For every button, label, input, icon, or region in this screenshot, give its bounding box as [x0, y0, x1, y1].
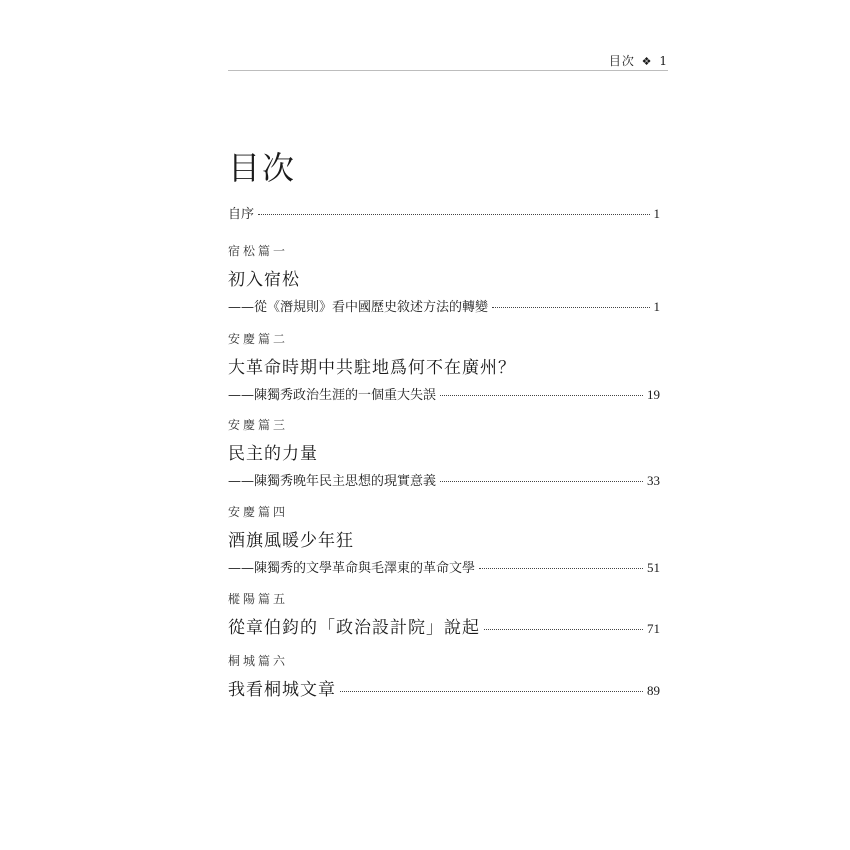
section-title: 初入宿松 [228, 270, 300, 290]
running-head-page-number: 1 [659, 54, 668, 68]
toc-entry-title: 自序 [228, 207, 255, 222]
toc-entry-section-2 [228, 330, 660, 403]
toc-page-number: 51 [647, 560, 660, 575]
section-label: 安慶篇二 [228, 332, 289, 346]
toc-page-number: 71 [647, 621, 660, 636]
section-title: 民主的力量 [228, 444, 318, 464]
section-title: 大革命時期中共駐地爲何不在廣州？ [228, 358, 516, 378]
running-head-title: 目次 [608, 54, 635, 68]
toc-page-number: 19 [647, 387, 660, 402]
section-title: 從章伯鈞的「政治設計院」說起 [228, 618, 480, 638]
page-title: 目次 [228, 149, 297, 188]
section-subtitle: ——陳獨秀晚年民主思想的現實意義 [228, 474, 437, 489]
toc-page-number: 33 [647, 473, 660, 488]
dot-leader [258, 214, 649, 215]
dot-leader [440, 395, 643, 396]
running-head [228, 52, 668, 69]
toc-line [228, 470, 660, 489]
dot-leader [340, 691, 643, 692]
section-title: 酒旗風暖少年狂 [228, 531, 354, 551]
toc-entry-section-5 [228, 590, 660, 638]
toc-page-number: 1 [653, 206, 660, 221]
toc-entry-section-6 [228, 652, 660, 700]
section-subtitle: ——陳獨秀政治生涯的一個重大失誤 [228, 388, 437, 403]
toc-page-number: 89 [647, 683, 660, 698]
toc-entry-section-4 [228, 503, 660, 576]
toc-page-number: 1 [653, 299, 660, 314]
section-label: 樅陽篇五 [228, 592, 289, 606]
dot-leader [484, 629, 643, 630]
section-label: 桐城篇六 [228, 654, 289, 668]
toc-line [228, 613, 660, 638]
header-rule [228, 70, 668, 71]
dot-leader [479, 568, 643, 569]
toc-line [228, 203, 660, 222]
toc-entry-preface [228, 203, 660, 222]
toc-line [228, 384, 660, 403]
section-label: 安慶篇四 [228, 505, 289, 519]
dot-leader [492, 307, 649, 308]
ornament-icon: ❖ [641, 55, 653, 68]
section-label: 安慶篇三 [228, 418, 289, 432]
section-label: 宿松篇一 [228, 244, 289, 258]
toc-line [228, 675, 660, 700]
section-subtitle: ——從《潛規則》看中國歷史敘述方法的轉變 [228, 300, 489, 315]
section-subtitle: ——陳獨秀的文學革命與毛澤東的革命文學 [228, 561, 476, 576]
dot-leader [440, 481, 643, 482]
section-title: 我看桐城文章 [228, 680, 336, 700]
toc-entry-section-3 [228, 416, 660, 489]
toc-line [228, 296, 660, 315]
toc-line [228, 557, 660, 576]
toc-entry-section-1 [228, 242, 660, 315]
